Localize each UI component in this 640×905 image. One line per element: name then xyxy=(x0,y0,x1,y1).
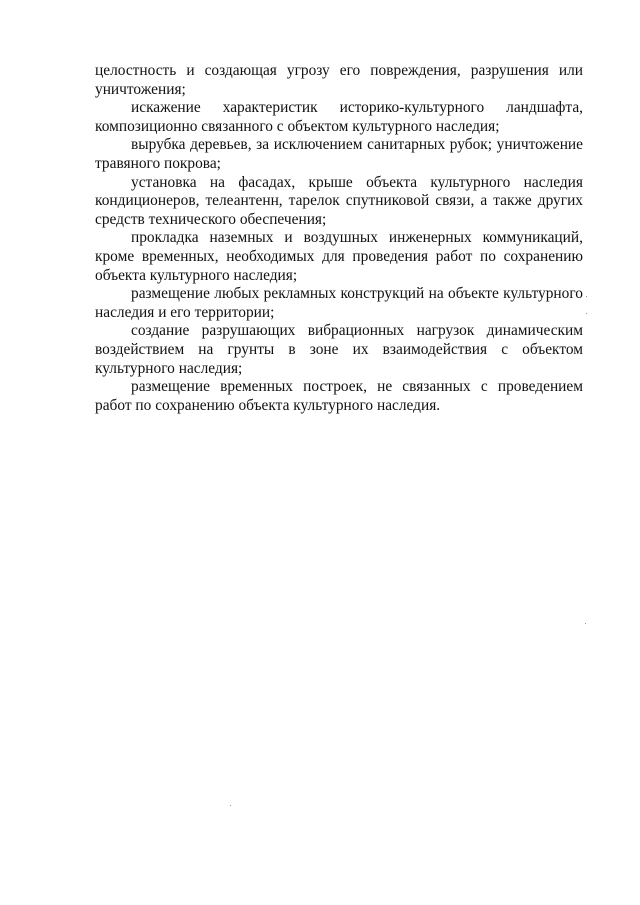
scan-speck xyxy=(230,805,231,806)
scan-speck xyxy=(585,623,586,624)
paragraph-facade-equipment: установка на фасадах, крыше объекта культурного наследия кондиционеров, телеантенн, тарелок спутниковой связи, а также других средств технического обеспечения; xyxy=(95,173,583,228)
paragraph-landscape-distortion: искажение характеристик историко-культурного ландшафта, композиционно связанного с объектом культурного наследия; xyxy=(95,99,583,135)
paragraph-continuation: целостность и создающая угрозу его повреждения, разрушения или уничтожения; xyxy=(95,62,583,98)
scan-speck xyxy=(586,313,587,314)
paragraph-utilities: прокладка наземных и воздушных инженерных коммуникаций, кроме временных, необходимых для проведения работ по сохранению объекта культурного наследия; xyxy=(95,229,583,284)
paragraph-vibration-loads: создание разрушающих вибрационных нагрузок динамическим воздействием на грунты в зоне их взаимодействия с объектом культурного наследия; xyxy=(95,322,583,377)
document-page xyxy=(95,62,583,415)
scan-speck xyxy=(586,296,587,297)
paragraph-temporary-buildings: размещение временных построек, не связанных с проведением работ по сохранению объекта культурного наследия. xyxy=(95,378,583,414)
paragraph-tree-felling: вырубка деревьев, за исключением санитарных рубок; уничтожение травяного покрова; xyxy=(95,136,583,172)
paragraph-advertising: размещение любых рекламных конструкций на объекте культурного наследия и его территории; xyxy=(95,285,583,321)
